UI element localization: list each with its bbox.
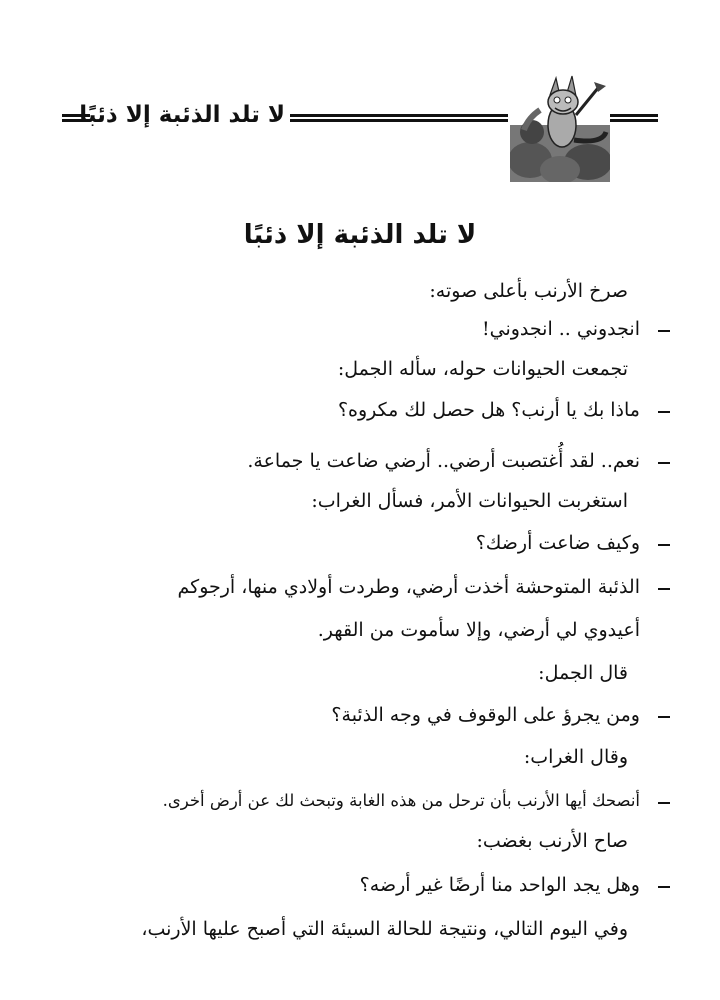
text-line: وقال الغراب: xyxy=(523,746,628,768)
text-line: صرخ الأرنب بأعلى صوته: xyxy=(429,280,628,302)
header-rule-right xyxy=(290,114,508,127)
dialogue-dash xyxy=(658,330,670,332)
story-title: لا تلد الذئبة إلا ذئبًا xyxy=(243,220,477,250)
dialogue-line: الذئبة المتوحشة أخذت أرضي، وطردت أولادي منها، أرجوكم xyxy=(177,576,640,598)
text-line: صاح الأرنب بغضب: xyxy=(476,830,628,852)
dialogue-continuation: أعيدوي لي أرضي، وإلا سأموت من القهر. xyxy=(317,619,640,641)
dialogue-dash xyxy=(658,411,670,413)
dialogue-line: انجدوني .. انجدوني! xyxy=(481,318,640,340)
dialogue-dash xyxy=(658,462,670,464)
wolf-illustration xyxy=(510,70,610,182)
dialogue-dash xyxy=(658,716,670,718)
text-line: قال الجمل: xyxy=(538,662,628,684)
dialogue-dash xyxy=(658,544,670,546)
dialogue-line: وكيف ضاعت أرضك؟ xyxy=(475,532,640,554)
dialogue-dash xyxy=(658,802,670,804)
dialogue-dash xyxy=(658,886,670,888)
header-rule-far xyxy=(610,114,658,127)
dialogue-line: نعم.. لقد أُغتصبت أرضي.. أرضي ضاعت يا جماعة. xyxy=(247,450,640,472)
text-line: وفي اليوم التالي، ونتيجة للحالة السيئة التي أصبح عليها الأرنب، xyxy=(141,918,628,940)
text-line: تجمعت الحيوانات حوله، سأله الجمل: xyxy=(337,358,628,380)
dialogue-line: أنصحك أيها الأرنب بأن ترحل من هذه الغابة وتبحث لك عن أرض أخرى. xyxy=(162,791,640,810)
header-title: لا تلد الذئبة إلا ذئبًا xyxy=(79,102,285,128)
dialogue-line: ومن يجرؤ على الوقوف في وجه الذئبة؟ xyxy=(331,704,640,726)
running-header xyxy=(0,70,720,185)
text-line: استغربت الحيوانات الأمر، فسأل الغراب: xyxy=(311,490,628,512)
dialogue-line: ماذا بك يا أرنب؟ هل حصل لك مكروه؟ xyxy=(337,399,640,421)
dialogue-line: وهل يجد الواحد منا أرضًا غير أرضه؟ xyxy=(359,874,640,896)
dialogue-dash xyxy=(658,588,670,590)
